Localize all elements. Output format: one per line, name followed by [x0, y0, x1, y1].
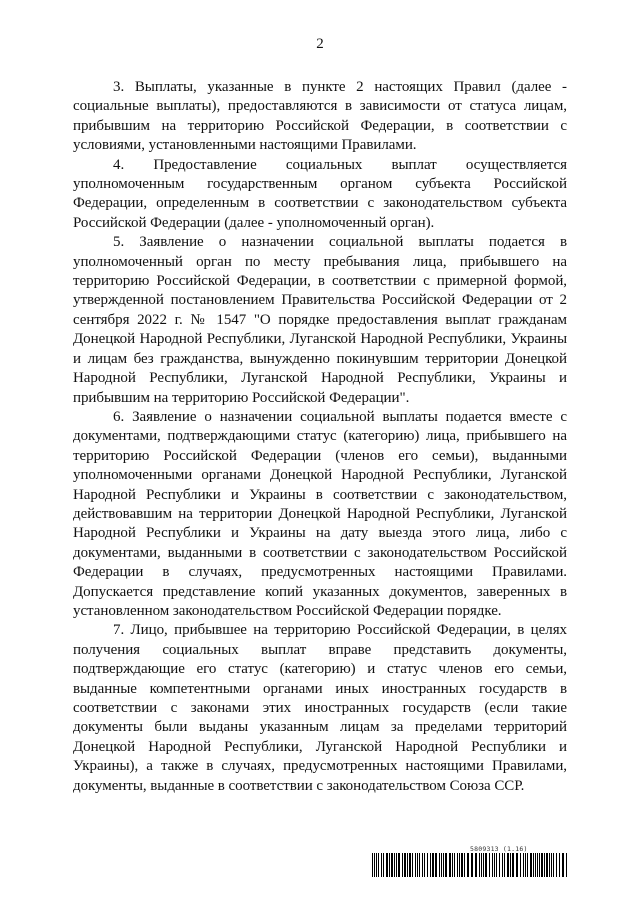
paragraph-6: 6. Заявление о назначении социальной выплаты подается вместе с документами, подтверждающими статус (категорию) лица, прибывшего на территорию Российской Федерации (членов его семьи), выданными уполномоченными органами Донецкой Народной Республики, Луганской Народной Республики и Украины в соответствии с законодательством, действовавшим на территории Донецкой Народной Республики, Луганской Народной Республики и Украины на дату выезда этого лица, либо с документами, выданными в соответствии с законодательством Российской Федерации в случаях, предусмотренных настоящими Правилами. Допускается представление копий указанных документов, заверенных в установленном законодательством Российской Федерации порядке.: [73, 408, 567, 619]
page-number: 2: [316, 36, 324, 52]
body-text: [73, 78, 567, 796]
paragraph-7: 7. Лицо, прибывшее на территорию Российской Федерации, в целях получения социальных выплат вправе представить документы, подтверждающие его статус (категорию) и статус членов его семьи, выданные компетентными органами иных иностранных государств в соответствии с законами этих иностранных государств (если такие документы были выданы указанным лицам за пределами территорий Донецкой Народной Республики, Луганской Народной Республики и Украины), а также в случаях, предусмотренных настоящими Правилами, документы, выданные в соответствии с законодательством Союза ССР.: [73, 622, 567, 794]
barcode-image: [372, 853, 567, 877]
document-code: 5809313 (1.16): [470, 845, 528, 853]
paragraph-3: 3. Выплаты, указанные в пункте 2 настоящих Правил (далее - социальные выплаты), предоставляются в зависимости от статуса лицам, прибывшим на территорию Российской Федерации, в соответствии с условиями, установленными настоящими Правилами.: [73, 79, 567, 154]
paragraph-5: 5. Заявление о назначении социальной выплаты подается в уполномоченный орган по месту пребывания лица, прибывшего на территорию Российской Федерации, в соответствии с примерной формой, утвержденной постановлением Правительства Российской Федерации от 2 сентября 2022 г. № 1547 "О порядке предоставления выплат гражданам Донецкой Народной Республики, Луганской Народной Республики, Украины и лицам без гражданства, вынужденно покинувшим территории Донецкой Народной Республики, Луганской Народной Республики, Украины и прибывшим на территорию Российской Федерации".: [73, 234, 567, 406]
paragraph-4: 4. Предоставление социальных выплат осуществляется уполномоченным государственным органом субъекта Российской Федерации, определенным в соответствии с законодательством субъекта Российской Федерации (далее - уполномоченный орган).: [73, 156, 567, 231]
